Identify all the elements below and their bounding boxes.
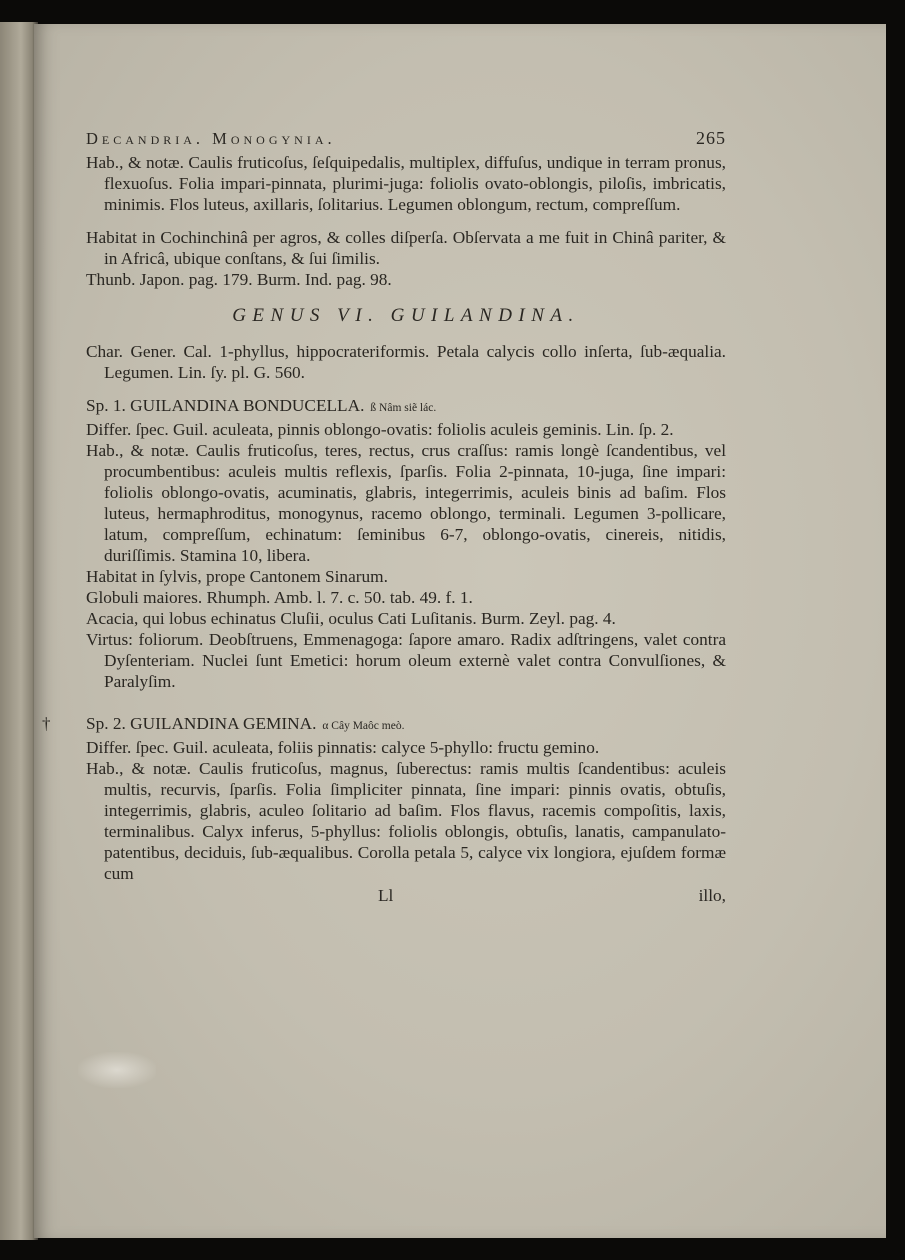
- page-number: 265: [696, 128, 726, 148]
- running-head: [86, 128, 726, 149]
- catchword: illo,: [698, 886, 726, 905]
- species-2-vernacular: α Cây Maôc meò.: [322, 720, 405, 732]
- species-1-globuli: Globuli maiores. Rhumph. Amb. l. 7. c. 50. tab. 49. f. 1.: [86, 588, 473, 607]
- reference-line: Thunb. Japon. pag. 179. Burm. Ind. pag. 98.: [86, 270, 392, 289]
- page-footer: [86, 885, 726, 906]
- habitat-paragraph: Habitat in Cochinchinâ per agros, & colles diſperſa. Obſervata a me fuit in Chinâ pariter, & in Africâ, ubique conſtans, & ſui ſimilis.: [86, 228, 726, 268]
- running-head-title: Decandria. Monogynia.: [86, 129, 336, 148]
- stain: [78, 1052, 156, 1088]
- species-2-heading: † Sp. 2. GUILANDINA GEMINA. α Cây Maôc meò.: [42, 714, 405, 733]
- species-1-virtus: Virtus: foliorum. Deobſtruens, Emmenagoga: ſapore amaro. Radix adſtringens, valet contra Dyſenteriam. Nuclei ſunt Emetici: horum oleum externè valet contra Convulſiones, & Paralyſim.: [86, 630, 726, 691]
- species-2-differ: Differ. ſpec. Guil. aculeata, foliis pinnatis: calyce 5-phyllo: fructu gemino.: [86, 738, 600, 757]
- species-1-habitat: Habitat in ſylvis, prope Cantonem Sinarum.: [86, 567, 388, 586]
- species-1-title: Sp. 1. GUILANDINA BONDUCELLA.: [86, 396, 365, 415]
- species-1-acacia: Acacia, qui lobus echinatus Cluſii, oculus Cati Luſitanis. Burm. Zeyl. pag. 4.: [86, 609, 616, 628]
- species-2-hab: Hab., & notæ. Caulis fruticoſus, magnus, ſuberectus: ramis multis ſcandentibus: aculeis multis, recurvis, ſparſis. Folia ſimpliciter pinnata, ſine impari: pinnis ovatis, obtuſis, integerrimis, glabris, aculeo ſolitario ad baſim. Flos flavus, racemis compoſitis, laxis, terminalibus. Calyx inferus, 5-phyllus: foliolis oblongis, obtuſis, lanatis, campanulato-patentibus, deciduis, ſub-æqualibus. Corolla petala 5, calyce vix longiora, ejuſdem formæ cum: [86, 759, 726, 883]
- species-1-heading: [86, 395, 726, 419]
- page-text: [42, 128, 726, 906]
- genus-character: Char. Gener. Cal. 1-phyllus, hippocrateriformis. Petala calycis collo inſerta, ſub-æqualia. Legumen. Lin. ſy. pl. G. 560.: [86, 342, 726, 382]
- left-page-edge: [0, 22, 38, 1240]
- species-2-title: Sp. 2. GUILANDINA GEMINA.: [86, 714, 317, 733]
- book-page: [34, 24, 886, 1238]
- species-1-differ: Differ. ſpec. Guil. aculeata, pinnis oblongo-ovatis: foliolis aculeis geminis. Lin. ſp. 2.: [86, 420, 674, 439]
- hab-paragraph: Hab., & notæ. Caulis fruticoſus, ſeſquipedalis, multiplex, diffuſus, undique in terram pronus, flexuoſus. Folia impari-pinnata, plurimi-juga: foliolis ovato-oblongis, piloſis, imbricatis, minimis. Flos luteus, axillaris, ſolitarius. Legumen oblongum, rectum, compreſſum.: [86, 153, 726, 214]
- signature-mark: Ll: [378, 886, 394, 905]
- species-1-hab: Hab., & notæ. Caulis fruticoſus, teres, rectus, crus craſſus: ramis longè ſcandentibus, vel procumbentibus: aculeis multis reflexis, ſparſis. Folia 2-pinnata, 10-juga, ſine impari: foliolis oblongo-ovatis, acuminatis, glabris, integerrimis, aculeis binis ad baſim. Flos luteus, hermaphroditus, monogynus, racemo oblongo, terminali. Legumen 3-pollicare, latum, compreſſum, echinatum: ſeminibus 6-7, oblongo-ovatis, cinereis, nitidis, duriſſimis. Stamina 10, libera.: [86, 441, 726, 565]
- genus-title: GENUS VI. GUILANDINA.: [232, 305, 580, 326]
- species-1-vernacular: ß Nâm siẽ lác.: [370, 402, 437, 414]
